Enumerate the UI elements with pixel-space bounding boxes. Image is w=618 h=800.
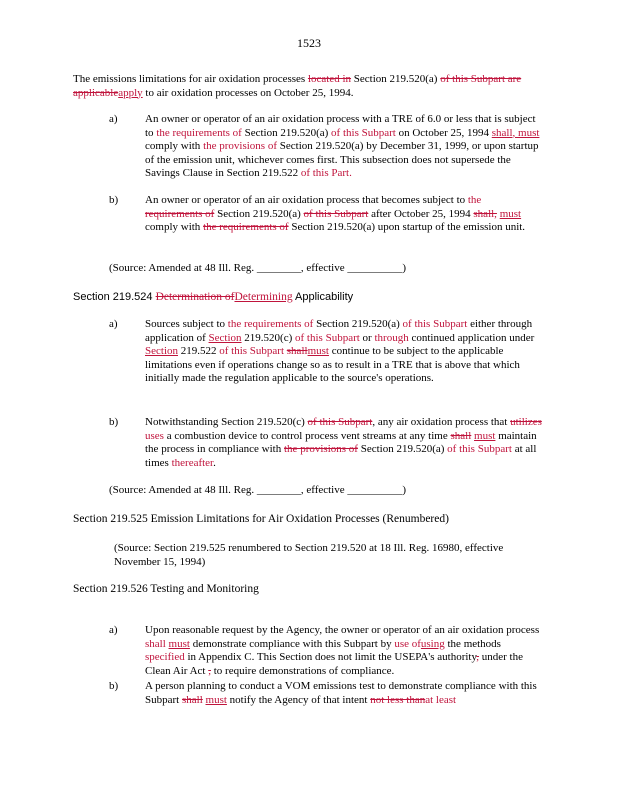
text-run: An owner or operator of an air oxidation process with a TRE of 6.0 or less that is subject to <box>145 113 536 139</box>
text-run: Section 219.524 <box>73 291 156 303</box>
inserted-text: must <box>499 207 522 220</box>
s525-source-note: (Source: Section 219.525 renumbered to Section 219.520 at 18 Ill. Reg. 16980, effective November 15, 1994) <box>114 542 504 568</box>
deleted-text: , <box>208 664 211 677</box>
text-run: Notwithstanding Section 219.520(c) <box>145 416 308 428</box>
text-run: to require demonstrations of compliance. <box>211 664 395 677</box>
text-run: 219.522 <box>178 345 220 357</box>
s526-b-paragraph <box>145 680 540 707</box>
text-run: under the Clean Air Act <box>145 651 523 677</box>
inserted-text: of this Subpart <box>219 345 285 357</box>
s524-a-label: a) <box>109 318 118 330</box>
text-run: comply with <box>145 140 204 152</box>
text-run: continued application under <box>408 331 535 344</box>
s523-source-note: (Source: Amended at 48 Ill. Reg. ________, effective __________) <box>109 262 407 274</box>
inserted-text: of this Subpart <box>402 318 468 330</box>
inserted-text: of this Subpart <box>447 443 512 455</box>
inserted-text: of this Subpart <box>295 331 360 344</box>
s523-a-label: a) <box>109 113 118 125</box>
deleted-text: the requirements of <box>203 221 289 233</box>
inserted-text: use of <box>394 637 421 650</box>
deleted-text: shall, <box>473 207 497 220</box>
inserted-text: through <box>374 331 409 344</box>
deleted-text: of this Subpart <box>303 207 369 220</box>
text-run: Section 219.520(a) <box>313 318 403 330</box>
text-run: Upon reasonable request by the Agency, the owner or operator of an air oxidation process <box>145 624 540 636</box>
text-run: Section 219.520(a) upon startup of the emission unit. <box>288 221 526 233</box>
s524-source-note: (Source: Amended at 48 Ill. Reg. ________, effective __________) <box>109 484 407 496</box>
text-run: Section 219.520(a) <box>214 207 304 220</box>
inserted-text: the provisions of <box>203 140 278 152</box>
text-run: maintain the process in compliance with <box>145 429 537 455</box>
deleted-text: utilizes <box>510 416 542 428</box>
deleted-text: Determination of <box>155 291 235 303</box>
inserted-text: the requirements of <box>227 318 314 330</box>
text-run: notify the Agency of that intent <box>226 693 371 706</box>
inserted-text: of this Part. <box>300 167 352 179</box>
text-run: Section 219.520(a) <box>241 126 332 139</box>
text-run: the methods <box>444 637 501 650</box>
deleted-text: requirements of <box>145 207 215 220</box>
deleted-text: the provisions of <box>284 443 358 455</box>
deleted-text: shall <box>450 429 472 442</box>
deleted-text: of this Subpart <box>307 416 373 428</box>
text-run: to air oxidation processes on October 25, 1994. <box>142 86 354 99</box>
s526-heading: Section 219.526 Testing and Monitoring <box>73 583 259 595</box>
inserted-text: must <box>307 345 329 357</box>
text-run: Section 219.520(a) <box>357 443 448 455</box>
inserted-text: must <box>168 637 190 650</box>
deleted-text: , <box>476 651 480 663</box>
inserted-text: uses <box>145 429 164 442</box>
deleted-text: shall <box>181 693 203 706</box>
s526-a-label: a) <box>109 624 118 636</box>
text-run: comply with <box>145 221 204 233</box>
s525-heading: Section 219.525 Emission Limitations for Air Oxidation Processes (Renumbered) <box>73 513 449 525</box>
s523-b-paragraph <box>145 194 540 235</box>
inserted-text: must <box>474 429 496 442</box>
text-run: Section 219.520(a) by December 31, 1999, or upon startup of the emission unit, whichever comes first. This subsection does not supersede the Savings Clause in Section 219.522 <box>145 140 539 179</box>
text-run: on October 25, 1994 <box>395 126 492 139</box>
deleted-text: of this Subpart are applicable <box>73 73 522 99</box>
text-run: The emissions limitations for air oxidation processes <box>73 73 308 85</box>
inserted-text: the requirements of <box>156 126 242 139</box>
deleted-text: located in <box>307 73 352 85</box>
inserted-text: must <box>205 693 227 706</box>
text-run: 219.520(c) <box>241 331 296 344</box>
inserted-text: the <box>467 194 482 206</box>
text-run: . <box>213 456 216 469</box>
inserted-text: shall <box>145 637 166 650</box>
text-run: Applicability <box>292 291 354 303</box>
deleted-text: shall <box>286 345 308 357</box>
inserted-text: apply <box>118 86 143 99</box>
s526-a-paragraph <box>145 624 540 678</box>
text-run: , any air oxidation process that <box>372 416 511 428</box>
s526-b-label: b) <box>109 680 119 692</box>
inserted-text: of this Subpart <box>331 126 396 139</box>
text-run: continue to be subject to the applicable limitations even if operations change so as to result in a TRE that is above that which initially made the regulation applicable to the source's operations. <box>145 345 520 384</box>
text-run: Sources subject to <box>145 318 228 330</box>
text-run: after October 25, 1994 <box>368 207 474 220</box>
s523-a-paragraph <box>145 113 540 181</box>
s524-heading <box>73 290 353 304</box>
text-run: in Appendix C. This Section does not limit the USEPA's authority <box>184 651 477 663</box>
s524-b-label: b) <box>109 416 119 428</box>
text-run: demonstrate compliance with this Subpart by <box>189 637 395 650</box>
s524-b-paragraph <box>145 416 547 470</box>
inserted-text: using <box>420 637 445 650</box>
text-run: either through application of <box>145 318 533 344</box>
text-run: A person planning to conduct a VOM emissions test to demonstrate compliance with this Subpart <box>145 680 537 706</box>
s524-a-paragraph <box>145 318 545 386</box>
inserted-text: Section <box>145 345 178 357</box>
inserted-text: specified <box>145 651 185 663</box>
text-run: Section 219.520(a) <box>351 73 441 85</box>
text-run: a combustion device to control process vent streams at any time <box>163 429 451 442</box>
inserted-text: at least <box>425 693 457 706</box>
inserted-text: Section <box>208 331 242 344</box>
inserted-text: thereafter <box>171 456 214 469</box>
inserted-text: shall, must <box>491 126 540 139</box>
inserted-text: Determining <box>234 291 293 303</box>
text-run: An owner or operator of an air oxidation process that becomes subject to <box>145 194 468 206</box>
text-run: or <box>359 331 375 344</box>
page-number: 1523 <box>297 36 321 50</box>
s523-b-label: b) <box>109 194 119 206</box>
intro-paragraph <box>73 73 543 100</box>
text-run: at all times <box>145 443 537 469</box>
deleted-text: not less than <box>370 693 426 706</box>
